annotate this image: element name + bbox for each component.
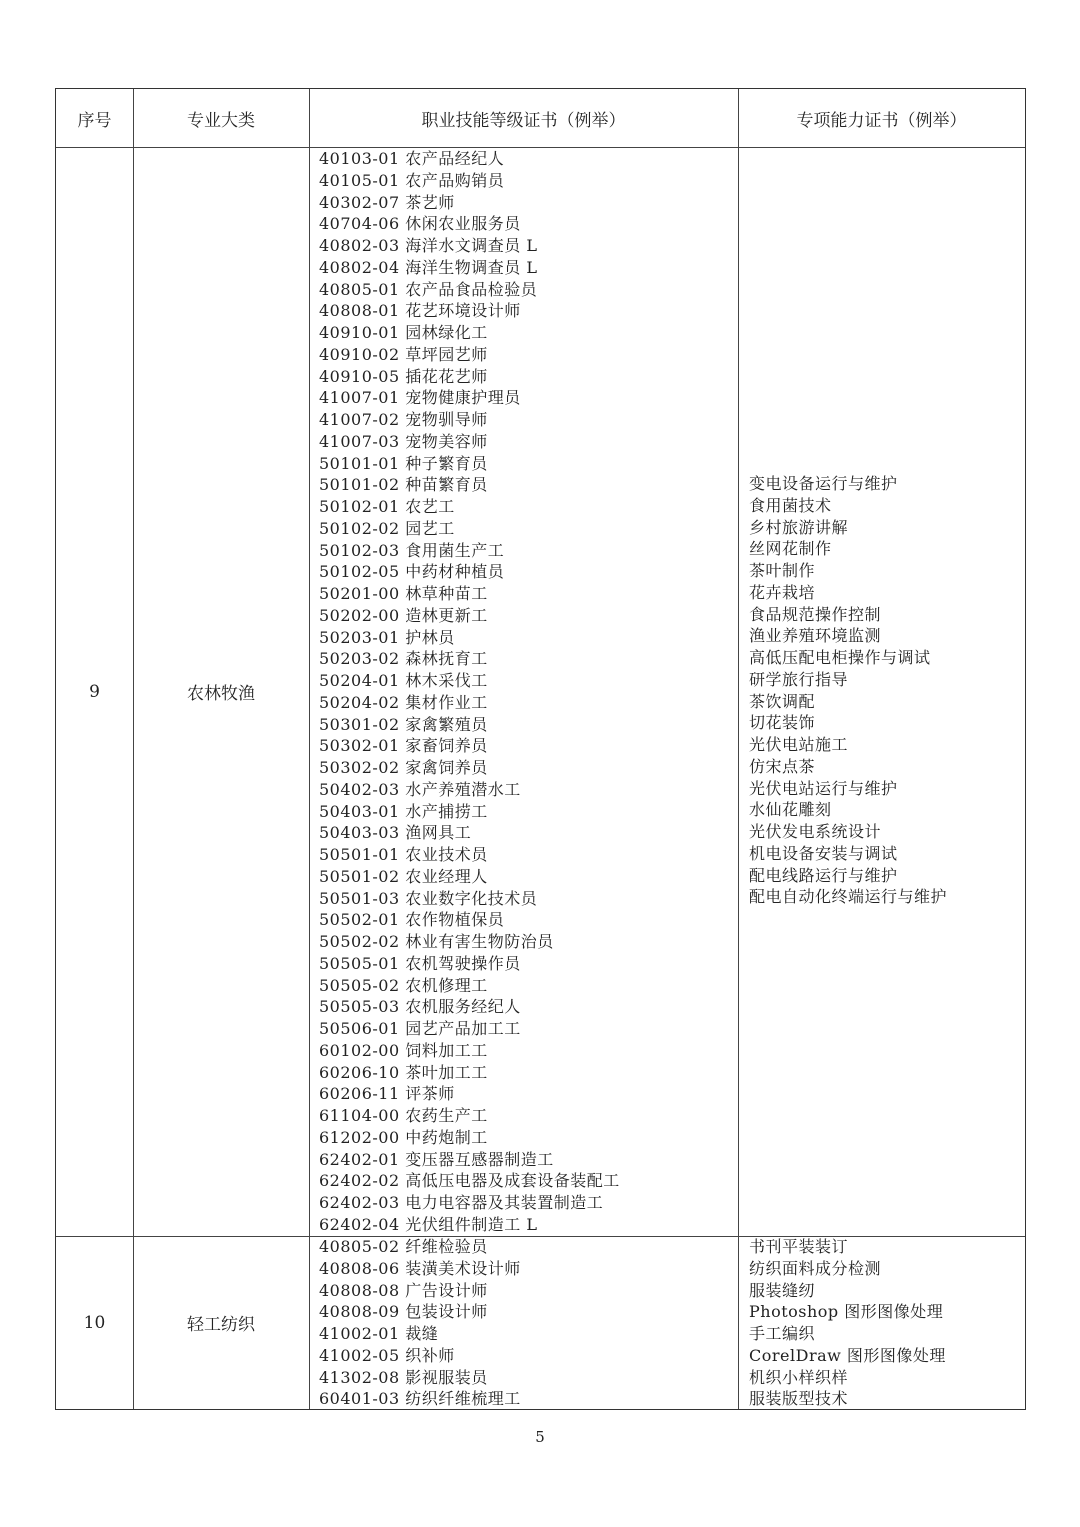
special-cert-item: 服装缝纫 bbox=[749, 1280, 816, 1300]
skill-cert-item: 50301-02 家禽繁殖员 bbox=[319, 714, 488, 734]
skill-cert-item: 50204-01 林木采伐工 bbox=[319, 671, 488, 690]
skill-cert-item: 61104-00 农药生产工 bbox=[319, 1106, 488, 1125]
special-cert-item: 花卉栽培 bbox=[749, 582, 816, 602]
skill-cert-item: 50102-01 农艺工 bbox=[319, 497, 455, 516]
special-cert-item: 渔业养殖环境监测 bbox=[749, 626, 882, 646]
skill-cert-item: 50501-02 农业经理人 bbox=[319, 866, 488, 886]
skill-cert-item: 41002-05 织补师 bbox=[319, 1345, 455, 1365]
special-cert-item: 书刊平装装订 bbox=[749, 1237, 849, 1256]
skill-cert-item: 50501-03 农业数字化技术员 bbox=[319, 888, 538, 908]
skill-cert-item: 40808-09 包装设计师 bbox=[319, 1302, 488, 1322]
header-skill-certs: 职业技能等级证书（例举） bbox=[421, 110, 626, 131]
skill-cert-item: 40808-08 广告设计师 bbox=[319, 1280, 488, 1300]
skill-cert-item: 50102-02 园艺工 bbox=[319, 518, 455, 538]
special-cert-item: 光伏发电系统设计 bbox=[749, 822, 882, 841]
special-cert-item: 光伏电站施工 bbox=[749, 735, 849, 754]
skill-cert-item: 41002-01 裁缝 bbox=[319, 1324, 439, 1343]
special-cert-item: CorelDraw 图形图像处理 bbox=[749, 1345, 946, 1365]
row-category: 农林牧渔 bbox=[187, 684, 255, 704]
skill-cert-item: 40808-01 花艺环境设计师 bbox=[319, 301, 521, 321]
special-cert-item: 高低压配电柜操作与调试 bbox=[749, 648, 931, 667]
skill-cert-item: 60401-03 纺织纤维梳理工 bbox=[319, 1389, 521, 1409]
special-cert-item: 乡村旅游讲解 bbox=[749, 517, 849, 537]
page-number: 5 bbox=[535, 1428, 545, 1446]
skill-cert-item: 50102-03 食用菌生产工 bbox=[319, 540, 505, 560]
row-number: 10 bbox=[83, 1312, 106, 1333]
header-number: 序号 bbox=[77, 110, 112, 131]
skill-cert-item: 50302-02 家禽饲养员 bbox=[319, 758, 488, 777]
skill-cert-item: 50302-01 家畜饲养员 bbox=[319, 736, 488, 756]
skill-cert-item: 62402-03 电力电容器及其装置制造工 bbox=[319, 1193, 604, 1212]
skill-cert-item: 60206-11 评茶师 bbox=[319, 1084, 455, 1104]
skill-cert-item: 50102-05 中药材种植员 bbox=[319, 562, 505, 582]
skill-cert-item: 41007-02 宠物驯导师 bbox=[319, 410, 488, 429]
skill-cert-item: 40704-06 休闲农业服务员 bbox=[319, 214, 521, 234]
row-category: 轻工纺织 bbox=[187, 1315, 255, 1335]
skill-cert-item: 41007-03 宠物美容师 bbox=[319, 431, 488, 451]
special-cert-item: 茶叶制作 bbox=[749, 561, 816, 580]
special-cert-item: 手工编织 bbox=[749, 1324, 816, 1343]
skill-cert-item: 50505-01 农机驾驶操作员 bbox=[319, 953, 521, 973]
special-cert-item: 服装版型技术 bbox=[749, 1389, 849, 1409]
skill-cert-item: 50403-01 水产捕捞工 bbox=[319, 801, 488, 821]
skill-cert-item: 50101-01 种子繁育员 bbox=[319, 453, 488, 473]
certificate-table bbox=[55, 88, 1026, 1410]
skill-cert-item: 50505-03 农机服务经纪人 bbox=[319, 997, 521, 1017]
special-cert-item: 水仙花雕刻 bbox=[749, 800, 832, 820]
skill-cert-item: 40910-01 园林绿化工 bbox=[319, 323, 488, 342]
row-number: 9 bbox=[89, 681, 100, 702]
special-cert-item: 食品规范操作控制 bbox=[749, 604, 882, 624]
skill-cert-item: 50202-00 造林更新工 bbox=[319, 605, 488, 625]
skill-cert-item: 50506-01 园艺产品加工工 bbox=[319, 1019, 521, 1038]
skill-cert-item: 50101-02 种苗繁育员 bbox=[319, 475, 488, 495]
skill-cert-item: 50203-01 护林员 bbox=[319, 627, 455, 647]
skill-cert-item: 62402-01 变压器互感器制造工 bbox=[319, 1149, 554, 1169]
skill-cert-list bbox=[319, 1236, 521, 1410]
special-cert-list bbox=[749, 1236, 946, 1410]
skill-cert-item: 62402-04 光伏组件制造工 L bbox=[319, 1214, 538, 1234]
skill-cert-item: 50501-01 农业技术员 bbox=[319, 845, 488, 864]
special-cert-item: 变电设备运行与维护 bbox=[749, 474, 898, 493]
skill-cert-item: 50201-00 林草种苗工 bbox=[319, 584, 488, 603]
skill-cert-item: 40808-06 装潢美术设计师 bbox=[319, 1258, 521, 1278]
special-cert-item: 仿宋点茶 bbox=[749, 756, 816, 776]
skill-cert-item: 50403-03 渔网具工 bbox=[319, 823, 472, 843]
special-cert-item: 研学旅行指导 bbox=[749, 669, 849, 689]
skill-cert-item: 50203-02 森林抚育工 bbox=[319, 649, 488, 669]
skill-cert-item: 61202-00 中药炮制工 bbox=[319, 1127, 488, 1147]
skill-cert-item: 40805-01 农产品食品检验员 bbox=[319, 279, 538, 299]
special-cert-list bbox=[749, 473, 947, 908]
skill-cert-item: 62402-02 高低压电器及成套设备装配工 bbox=[319, 1171, 620, 1191]
special-cert-item: 切花装饰 bbox=[749, 713, 816, 733]
skill-cert-item: 40802-04 海洋生物调查员 L bbox=[319, 257, 538, 277]
skill-cert-item: 40302-07 茶艺师 bbox=[319, 192, 455, 212]
special-cert-item: Photoshop 图形图像处理 bbox=[749, 1302, 944, 1322]
skill-cert-item: 50502-02 林业有害生物防治员 bbox=[319, 932, 554, 951]
special-cert-item: 配电自动化终端运行与维护 bbox=[749, 887, 948, 907]
skill-cert-item: 50505-02 农机修理工 bbox=[319, 975, 488, 995]
column-divider bbox=[309, 89, 310, 1409]
special-cert-item: 纺织面料成分检测 bbox=[749, 1258, 882, 1278]
column-divider bbox=[738, 89, 739, 1409]
skill-cert-item: 41007-01 宠物健康护理员 bbox=[319, 388, 521, 408]
skill-cert-list bbox=[319, 148, 620, 1236]
skill-cert-item: 40910-02 草坪园艺师 bbox=[319, 344, 488, 364]
skill-cert-item: 40103-01 农产品经纪人 bbox=[319, 149, 505, 168]
special-cert-item: 配电线路运行与维护 bbox=[749, 865, 898, 885]
skill-cert-item: 40805-02 纤维检验员 bbox=[319, 1237, 488, 1256]
skill-cert-item: 60102-00 饲料加工工 bbox=[319, 1040, 488, 1060]
skill-cert-item: 50402-03 水产养殖潜水工 bbox=[319, 779, 521, 799]
special-cert-item: 丝网花制作 bbox=[749, 539, 832, 559]
header-category: 专业大类 bbox=[187, 110, 255, 131]
skill-cert-item: 40910-05 插花花艺师 bbox=[319, 366, 488, 386]
skill-cert-item: 41302-08 影视服装员 bbox=[319, 1367, 488, 1387]
header-special-certs: 专项能力证书（例举） bbox=[796, 110, 967, 131]
special-cert-item: 食用菌技术 bbox=[749, 495, 832, 515]
skill-cert-item: 50502-01 农作物植保员 bbox=[319, 910, 505, 930]
special-cert-item: 机电设备安装与调试 bbox=[749, 843, 898, 863]
special-cert-item: 光伏电站运行与维护 bbox=[749, 778, 898, 798]
skill-cert-item: 50204-02 集材作业工 bbox=[319, 692, 488, 712]
special-cert-item: 茶饮调配 bbox=[749, 691, 816, 711]
skill-cert-item: 40105-01 农产品购销员 bbox=[319, 170, 505, 190]
skill-cert-item: 60206-10 茶叶加工工 bbox=[319, 1062, 488, 1082]
skill-cert-item: 40802-03 海洋水文调查员 L bbox=[319, 236, 538, 255]
special-cert-item: 机织小样织样 bbox=[749, 1367, 849, 1387]
